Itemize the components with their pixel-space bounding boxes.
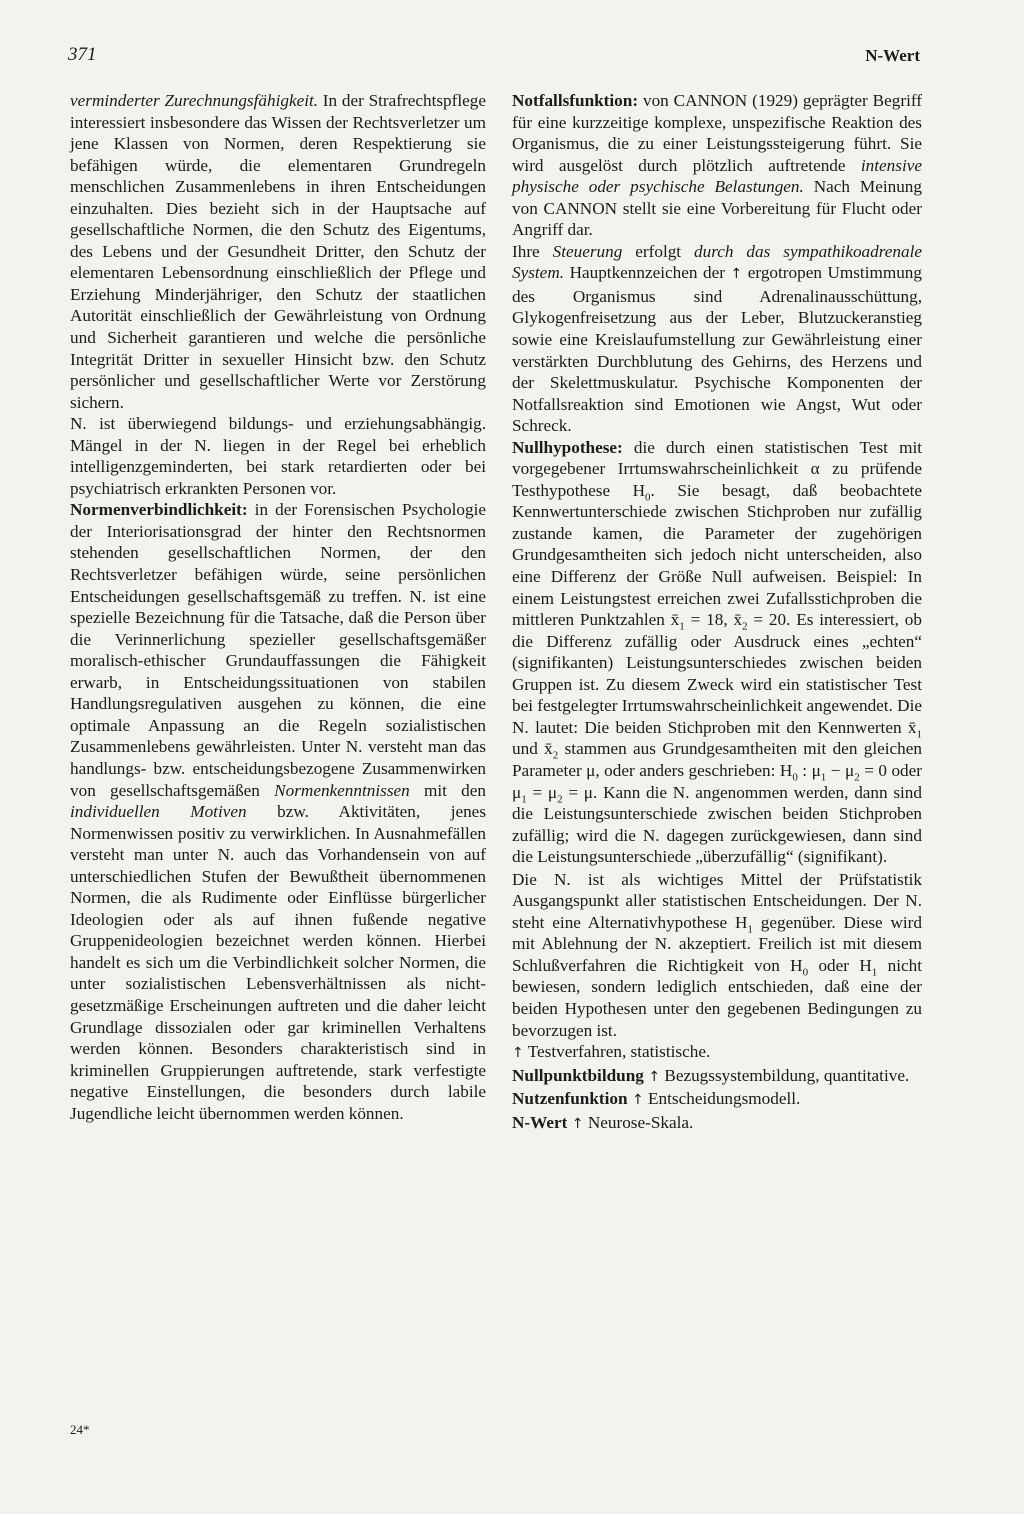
emphasis: intensive physische oder psychische Belastungen. bbox=[512, 155, 922, 197]
text: Ihre bbox=[512, 241, 553, 261]
left-column bbox=[70, 90, 486, 1124]
running-title: N-Wert bbox=[865, 46, 920, 65]
text: = 20. Es interessiert, ob die Differenz zufällig oder Ausdruck eines „echten“ (signifikanten) Leistungsunterschiedes zwischen beiden Gruppen ist. Zu diesem Zweck wird ein statistischer Test bei festgelegter Irrtumswahrscheinlichkeit angewendet. Die N. lautet: Die beiden Stichproben mit den Kennwerten x̄ bbox=[512, 610, 922, 737]
text: die durch einen statistischen Test mit vorgegebener Irrtumswahrscheinlichkeit α zu prüfende Testhypothese H bbox=[512, 437, 922, 500]
emphasis: individuellen Motiven bbox=[70, 802, 247, 822]
text: erfolgt bbox=[622, 241, 695, 261]
text: Die N. ist als wichtiges Mittel der Prüfstatistik Ausgangspunkt aller statistischen Entscheidungen. Der N. steht eine Alternativhypothese H bbox=[512, 869, 922, 932]
paragraph bbox=[512, 241, 922, 437]
subscript: 1 bbox=[871, 966, 878, 979]
text: von CANNON (1929) geprägter Begriff für eine kurzzeitige komplexe, unspezifische Reaktion des Organismus, die zu einer Leistungssteigerung führt. Sie wird ausgelöst durch plötzlich auftretende bbox=[512, 91, 922, 175]
text: mit den bbox=[409, 780, 486, 800]
emphasis: verminderter Zurechnungsfähigkeit. bbox=[70, 91, 319, 110]
entry-notfallsfunktion bbox=[512, 90, 922, 241]
text: Nach Meinung von CANNON stellt sie eine Vorbereitung für Flucht oder Angriff dar. bbox=[512, 177, 922, 240]
text: = 18, x̄ bbox=[684, 610, 743, 630]
sheet-signature: 24* bbox=[70, 1422, 90, 1437]
text: Hauptkennzeichen der bbox=[564, 263, 731, 283]
subscript: 0 bbox=[645, 491, 651, 504]
entry-nutzenfunktion bbox=[512, 1088, 922, 1112]
subscript: 2 bbox=[742, 620, 748, 633]
text: In der Strafrechtspflege interessiert insbesondere das Wissen der Rechtsverletzer um jene Klassen von Normen, deren Respektierung sie befähigen würde, die elementaren Grundregeln menschlichen Zusammenlebens in ihren Entscheidungen einzuhalten. Dies bezieht sich in der Hauptsache auf gesellschaftliche Normen, die den Schutz des Eigentums, des Lebens und der Gesundheit Dritter, den Schutz der elementaren Lebensordnung einschließlich der Pflege und Erziehung Minderjähriger, den Schutz der staatlichen Autorität einschließlich der Gewährleistung von Ordnung und Sicherheit garantieren und welche die persönliche Integrität Dritter in sexueller Hinsicht bzw. den Schutz persönlicher und gesellschaftlicher Werte vor Zerstörung sichern. bbox=[70, 91, 486, 412]
entry-term: Nullhypothese: bbox=[512, 437, 623, 457]
text: nicht bewiesen, sondern lediglich entschieden, daß eine der beiden Hypothesen unter den gegebenen Bedingungen zu bevorzugen ist. bbox=[512, 955, 922, 1040]
text: Neurose-Skala. bbox=[583, 1112, 694, 1132]
subscript: 1 bbox=[747, 923, 753, 936]
text: = 0 oder μ bbox=[512, 760, 923, 802]
text: gegenüber. Diese wird mit Ablehnung der N. akzeptiert. Freilich ist mit diesem Schlußverfahren die Richtigkeit von H bbox=[512, 912, 922, 975]
cross-reference-arrow-icon: ↑ bbox=[567, 1115, 584, 1132]
entry-term: N-Wert bbox=[512, 1112, 568, 1132]
subscript: 2 bbox=[552, 749, 559, 762]
cross-reference-arrow-icon: ↑ bbox=[627, 1092, 644, 1109]
text: ergotropen Umstimmung des Organismus sind Adrenalinausschüttung, Glykogenfreisetzung aus der Leber, Blutzuckeranstieg sowie eine Kreislaufumstellung zur Gewährleistung einer verstärkten Durchblutung des Gehirns, des Herzens und der Skelettmuskulatur. Psychische Komponenten der Notfallsreaktion sind Emotionen wie Angst, Wut oder Schreck. bbox=[512, 263, 922, 436]
cross-reference bbox=[512, 1041, 922, 1065]
text: − μ bbox=[826, 760, 855, 780]
text: bzw. Aktivitäten, jenes Normenwissen positiv zu verwirklichen. In Ausnahmefällen versteht man unter N. auch das Vorhandensein von auf unterschiedlichen Stufen der Bewußtheit übernommenen Normen, die als Rudimente oder Einflüsse bürgerlicher Ideologien oder als auf ihnen fußende negative Gruppenideologien bezeichnet werden können. Hierbei handelt es sich um die Verbindlichkeit solcher Normen, die unter sozialistischen Lebensverhältnissen als nicht-gesetzmäßige Erscheinungen auftreten und die daher leicht Grundlage dissozialen oder gar kriminellen Verhaltens werden können. Besonders charakteristisch sind in kriminellen Gruppierungen auftretende, stark verfestigte negative Einstellungen, die besonders durch labile Jugendliche leicht übernommen werden können. bbox=[70, 802, 487, 1123]
entry-term: Notfallsfunktion: bbox=[512, 91, 639, 110]
entry-term: Nutzenfunktion bbox=[512, 1089, 628, 1109]
text: Bezugssystembildung, quantitative. bbox=[660, 1065, 910, 1085]
cross-reference-arrow-icon: ↑ bbox=[643, 1068, 661, 1085]
text: Entscheidungsmodell. bbox=[643, 1089, 801, 1109]
subscript: 1 bbox=[679, 620, 685, 633]
subscript: 2 bbox=[557, 792, 563, 805]
emphasis: Normenkenntnissen bbox=[274, 780, 410, 800]
subscript: 0 bbox=[792, 771, 798, 784]
text: Testverfahren, statistische. bbox=[523, 1042, 711, 1062]
entry-nullpunktbildung bbox=[512, 1065, 922, 1089]
paragraph bbox=[70, 90, 486, 413]
text: = μ bbox=[526, 782, 558, 802]
entry-normenverbindlichkeit bbox=[70, 499, 486, 1124]
text: in der Forensischen Psychologie der Interiorisationsgrad der hinter den Rechtsnormen stehenden gesellschaftlichen Normen, der den Rechtsverletzer befähigen würde, seine persönlichen Entscheidungen gesellschaftsgemäß zu treffen. N. ist eine spezielle Bezeichnung für die Tatsache, daß die Person über die Verinnerlichung spezieller gesellschaftsgemäßer moralisch-ethischer Grundauffassungen die Fähigkeit erwarb, in Entscheidungssituationen von stabilen Handlungsregulativen ausgehen zu können, die eine optimale Anpassung an die Regeln sozialistischen Zusammenlebens gewährleisten. Unter N. versteht man das handlungs- bzw. entscheidungsbezogene Zusammenwirken von gesellschaftsgemäßen bbox=[70, 500, 486, 800]
right-column bbox=[512, 90, 922, 1135]
text: stammen aus Grundgesamtheiten mit den gleichen Parameter μ, oder anders geschrieben: H bbox=[512, 739, 923, 780]
cross-reference-arrow-icon: ↑ bbox=[730, 266, 743, 283]
text: = μ. Kann die N. angenommen werden, dann sind die Leistungsunterschiede zwischen beiden Stichproben zufällig; wird die N. dagegen zurückgewiesen, dann sind die Leistungsunterschiede „überzufällig“ (signifikant). bbox=[512, 782, 922, 867]
text: : μ bbox=[797, 760, 821, 780]
entry-nullhypothese bbox=[512, 437, 922, 868]
text: und x̄ bbox=[512, 739, 553, 759]
entry-term: Nullpunktbildung bbox=[512, 1065, 644, 1085]
text: . Sie besagt, daß beobachtete Kennwertunterschiede zwischen Stichproben nur zufällig zustande kamen, die Parameter der zugehörigen Grundgesamtheiten sich jedoch nicht unterscheiden, also eine Differenz der Größe Null aufweisen. Beispiel: In einem Leistungstest erreichen zwei Zufallsstichproben die mittleren Punktzahlen x̄ bbox=[512, 480, 922, 630]
paragraph bbox=[512, 869, 922, 1041]
paragraph: N. ist überwiegend bildungs- und erziehungsabhängig. Mängel in der N. liegen in der Regel bei erheblich intelligenzgeminderten, bei stark retardierten oder bei psychiatrisch erkrankten Personen vor. bbox=[70, 414, 486, 498]
subscript: 0 bbox=[802, 966, 809, 979]
subscript: 1 bbox=[916, 728, 922, 741]
page-number: 371 bbox=[68, 44, 97, 65]
entry-term: Normenverbindlichkeit: bbox=[70, 500, 248, 520]
emphasis: Steuerung bbox=[552, 241, 623, 261]
subscript: 2 bbox=[854, 771, 860, 784]
cross-reference-arrow-icon: ↑ bbox=[512, 1045, 524, 1062]
subscript: 1 bbox=[521, 792, 527, 805]
subscript: 1 bbox=[820, 771, 827, 784]
emphasis: durch das sympathikoadrenale System. bbox=[512, 241, 922, 283]
text: oder H bbox=[808, 955, 872, 975]
entry-n-wert bbox=[512, 1112, 922, 1136]
